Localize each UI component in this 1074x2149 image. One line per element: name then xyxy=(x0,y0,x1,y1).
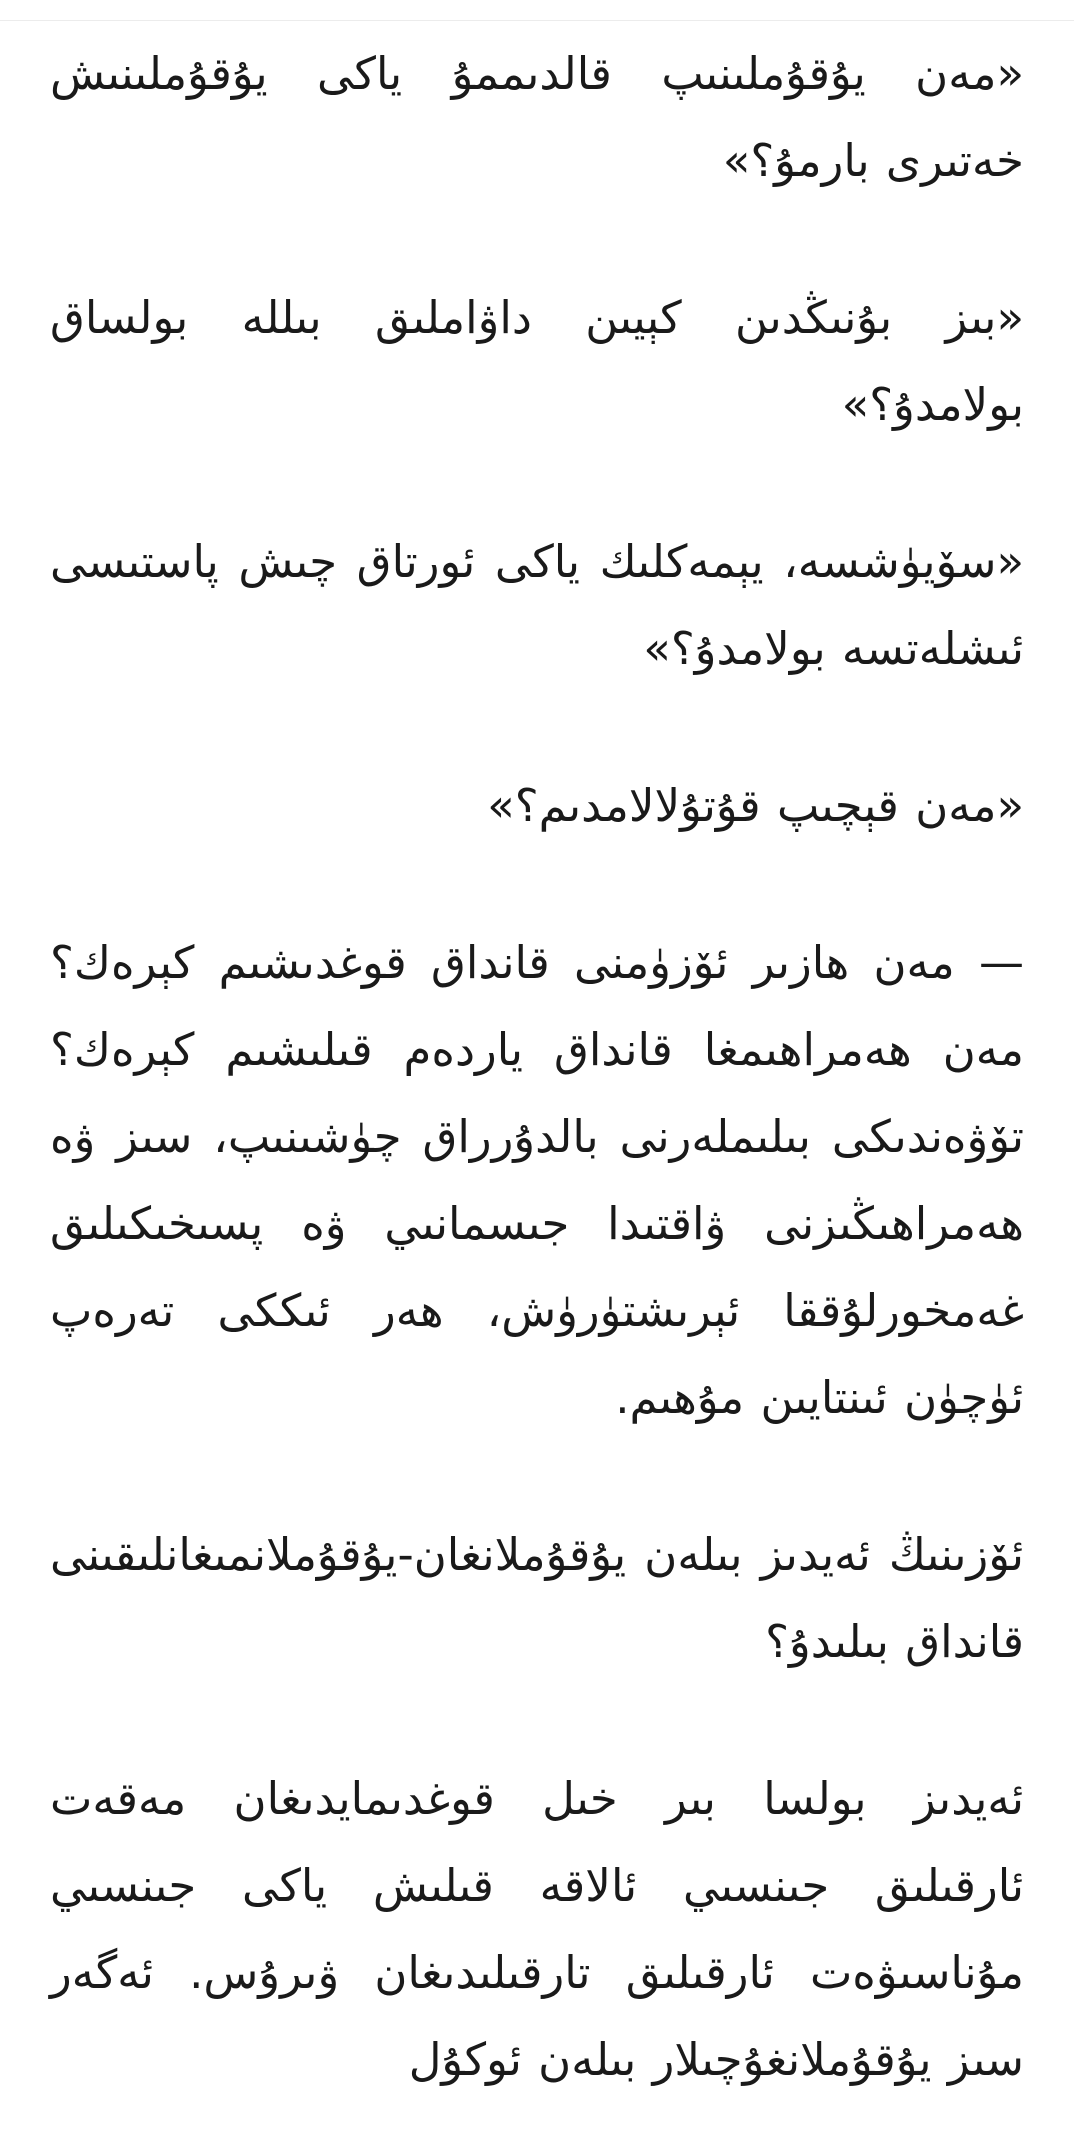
paragraph-how-to-know: ئۆزىنىڭ ئەيدىز بىلەن يۇقۇملانغان-يۇقۇملانمىغانلىقىنى قانداق بىلىدۇ؟ xyxy=(50,1528,1024,1668)
top-bar xyxy=(0,0,1074,21)
paragraph-protection: — مەن ھازىر ئۆزۈمنى قانداق قوغدىشىم كېرەك؟ مەن ھەمراھىمغا قانداق ياردەم قىلىشىم كېرەك؟ تۆۋەندىكى بىلىملەرنى بالدۇرراق چۈشىنىپ، سىز ۋە ھەمراھىڭىزنى ۋاقتىدا جىسمانىي ۋە پسىخىكىلىق غەمخورلۇققا ئېرىشتۈرۈش، ھەر ئىككى تەرەپ ئۈچۈن ئىنتايىن مۇھىم. xyxy=(50,936,1024,1424)
paragraph-aids-definition: ئەيدىز بولسا بىر خىل قوغدىمايدىغان مەقەت ئارقىلىق جىنسىي ئالاقە قىلىش ياكى جىنسىي مۇناسىۋەت ئارقىلىق تارقىلىدىغان ۋىرۇس. ئەگەر سىز يۇقۇملانغۇچىلار بىلەن ئوكۇل xyxy=(50,1772,1024,2086)
question-infected: «مەن يۇقۇملىنىپ قالدىممۇ ياكى يۇقۇملىنىش خەتىرى بارمۇ؟» xyxy=(50,47,1024,187)
article-body xyxy=(50,30,1024,2103)
question-escape: «مەن قېچىپ قۇتۇلالامدىم؟» xyxy=(487,779,1024,832)
question-kissing-sharing: «سۆيۈشسە، يېمەكلىك ياكى ئورتاق چىش پاستىسى ئىشلەتسە بولامدۇ؟» xyxy=(50,535,1024,675)
question-stay-together: «بىز بۇنىڭدىن كېيىن داۋاملىق بىللە بولساق بولامدۇ؟» xyxy=(50,291,1024,431)
